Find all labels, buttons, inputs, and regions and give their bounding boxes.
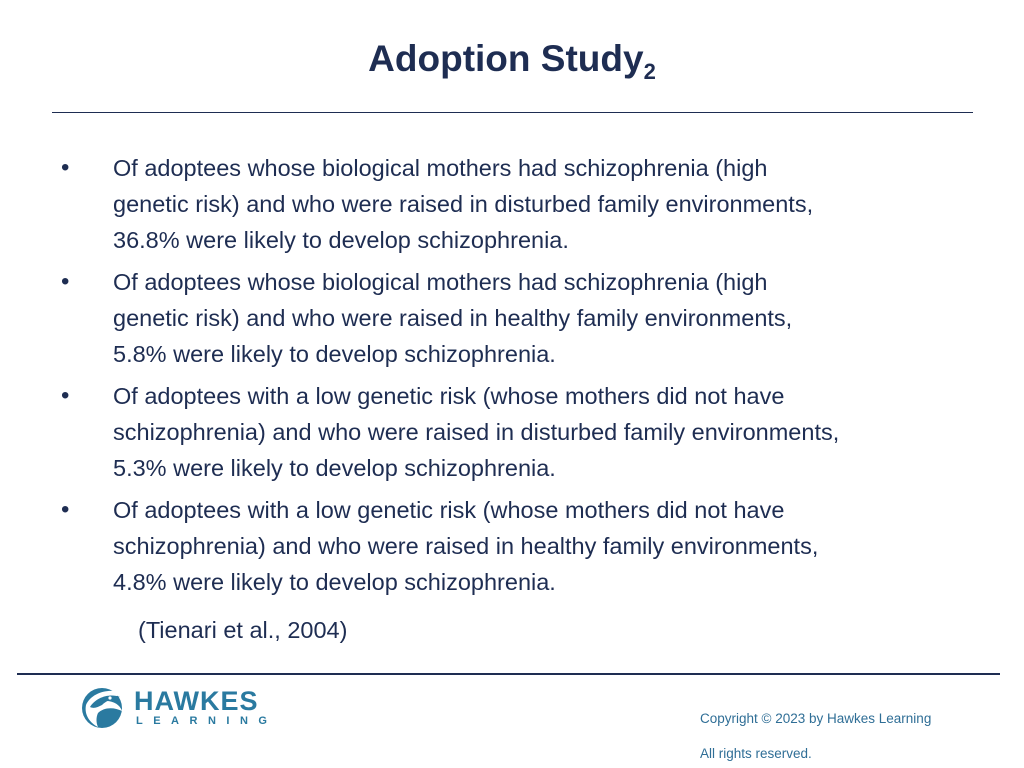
footer-divider — [17, 673, 1000, 675]
bullet-list — [0, 150, 1024, 606]
bullet-marker: • — [61, 268, 70, 295]
title-text: Adoption Study — [368, 38, 644, 79]
bullet-marker: • — [61, 154, 70, 181]
bullet-item — [0, 264, 1024, 372]
citation: (Tienari et al., 2004) — [138, 617, 348, 643]
bullet-item — [0, 492, 1024, 600]
bullet-text: Of adoptees whose biological mothers had schizophrenia (high genetic risk) and who were raised in healthy family environments, 5.8% were likely to develop schizophrenia. — [113, 269, 793, 367]
hawk-head-icon — [80, 685, 128, 729]
bullet-text: Of adoptees with a low genetic risk (whose mothers did not have schizophrenia) and who were raised in healthy family environments, 4.8% were likely to develop schizophrenia. — [113, 497, 819, 595]
bullet-text: Of adoptees whose biological mothers had schizophrenia (high genetic risk) and who were raised in disturbed family environments, 36.8% were likely to develop schizophrenia. — [113, 155, 814, 253]
logo-wordmark: HAWKES — [134, 686, 259, 716]
title-divider — [52, 112, 973, 113]
bullet-marker: • — [61, 382, 70, 409]
copyright-text: Copyright © 2023 by Hawkes Learning — [700, 711, 932, 726]
bullet-text: Of adoptees with a low genetic risk (whose mothers did not have schizophrenia) and who were raised in disturbed family environments, 5.3% were likely to develop schizophrenia. — [113, 383, 840, 481]
logo-subtitle: LEARNING — [136, 715, 278, 727]
rights-text: All rights reserved. — [700, 746, 812, 761]
bullet-marker: • — [61, 496, 70, 523]
hawkes-learning-logo — [80, 685, 290, 731]
title-subscript: 2 — [643, 59, 656, 84]
bullet-item — [0, 378, 1024, 486]
slide-title — [0, 38, 1024, 84]
bullet-item — [0, 150, 1024, 258]
